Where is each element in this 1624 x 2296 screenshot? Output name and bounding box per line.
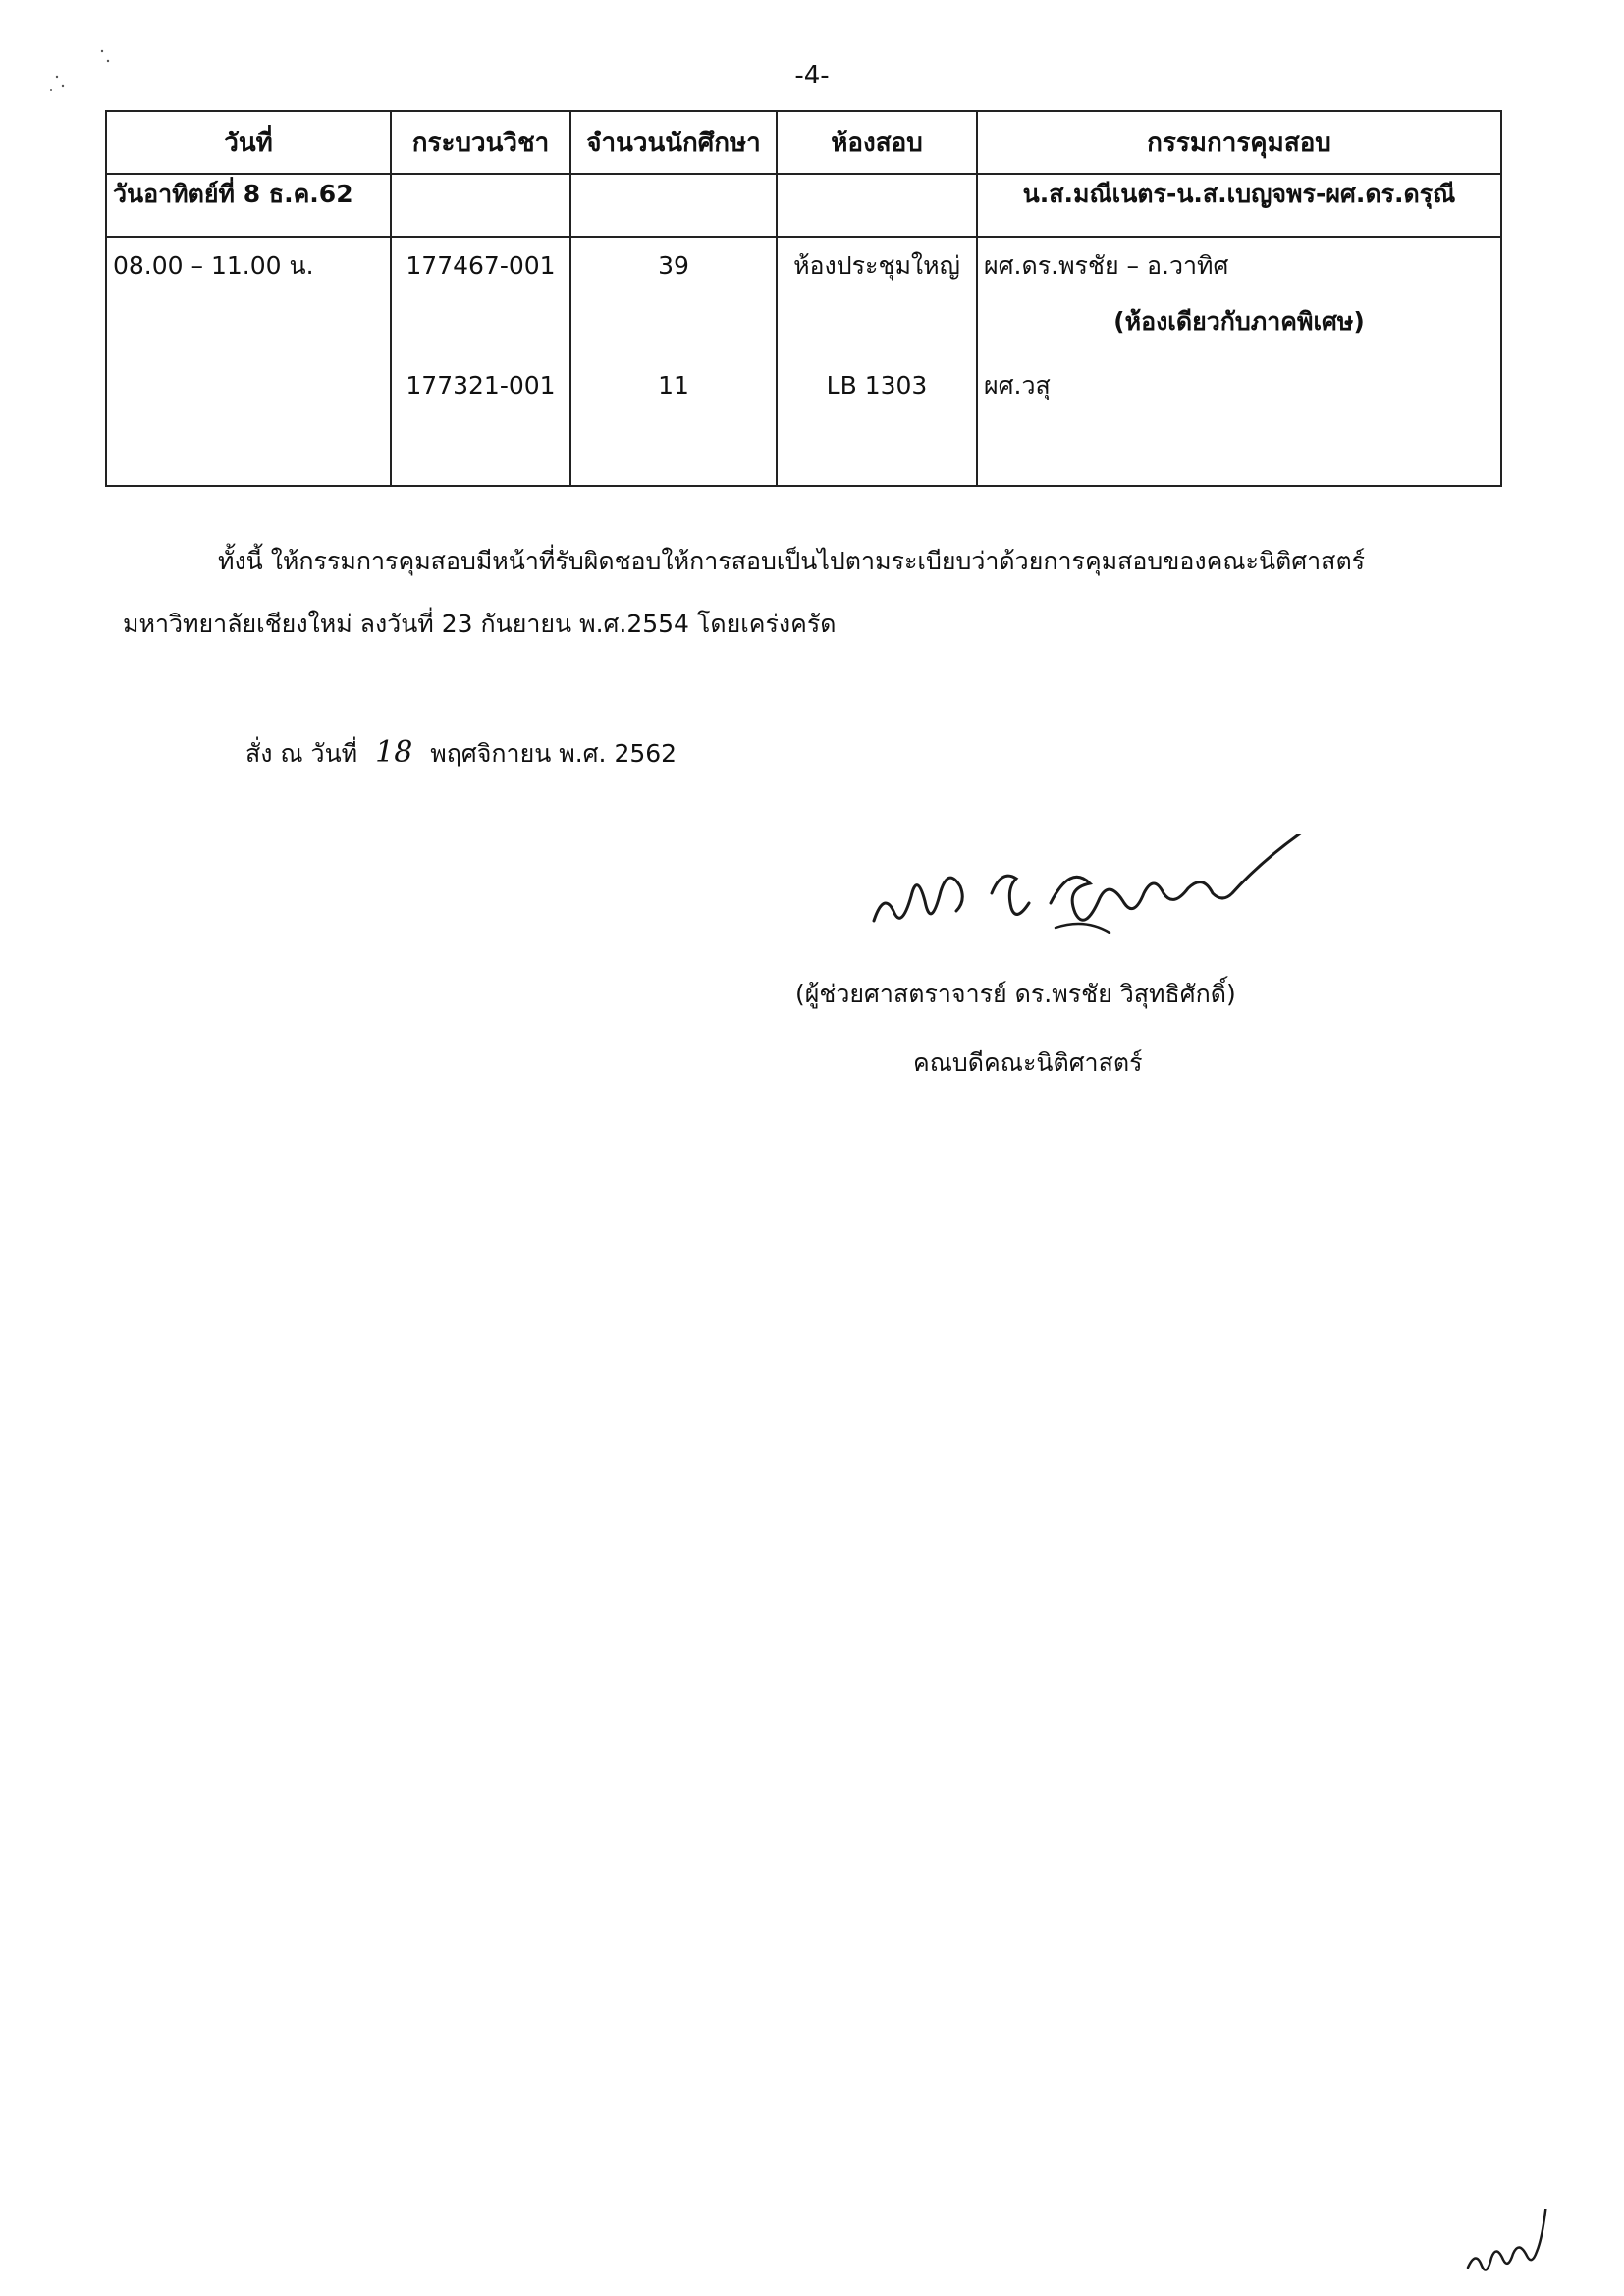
header-course: กระบวนวิชา bbox=[391, 111, 570, 174]
exam-schedule-table bbox=[105, 110, 1502, 487]
day-committee: น.ส.มณีเนตร-น.ส.เบญจพร-ผศ.ดร.ดรุณี bbox=[977, 174, 1501, 237]
table-header-row bbox=[106, 111, 1501, 174]
body-line-2: มหาวิทยาลัยเชียงใหม่ ลงวันที่ 23 กันยายน พ.ศ.2554 โดยเคร่งครัด bbox=[123, 610, 837, 638]
body-paragraph-cont bbox=[123, 593, 1517, 656]
order-prefix: สั่ง ณ วันที่ bbox=[245, 739, 358, 768]
proctor: ผศ.วสุ bbox=[984, 371, 1051, 400]
order-day: 18 bbox=[375, 735, 413, 770]
header-students: จำนวนนักศึกษา bbox=[570, 111, 777, 174]
body-paragraph bbox=[123, 530, 1517, 593]
page-number: -4- bbox=[794, 61, 830, 90]
signatory-title: คณบดีคณะนิติศาสตร์ bbox=[913, 1048, 1143, 1077]
header-date: วันที่ bbox=[106, 111, 391, 174]
handwritten-initials bbox=[1463, 2209, 1551, 2282]
session-time: 08.00 – 11.00 น. bbox=[113, 251, 314, 280]
table-row bbox=[106, 237, 1501, 486]
order-date bbox=[245, 721, 1624, 785]
exam-room: ห้องประชุมใหญ่ bbox=[793, 251, 960, 280]
order-suffix: พฤศจิกายน พ.ศ. 2562 bbox=[430, 739, 677, 768]
day-cell: วันอาทิตย์ที่ 8 ธ.ค.62 bbox=[106, 174, 391, 237]
course-code: 177467-001 bbox=[406, 251, 556, 280]
student-count: 11 bbox=[658, 371, 689, 400]
header-committee: กรรมการคุมสอบ bbox=[977, 111, 1501, 174]
body-line-1: ทั้งนี้ ให้กรรมการคุมสอบมีหน้าที่รับผิดชอบให้การสอบเป็นไปตามระเบียบว่าด้วยการคุมสอบของคณะนิติศาสตร์ bbox=[218, 547, 1366, 575]
student-count: 39 bbox=[658, 251, 689, 280]
exam-room: LB 1303 bbox=[826, 371, 928, 400]
header-room: ห้องสอบ bbox=[777, 111, 977, 174]
signatory-name: (ผู้ช่วยศาสตราจารย์ ดร.พรชัย วิสุทธิศักดิ์) bbox=[795, 980, 1236, 1008]
course-code: 177321-001 bbox=[406, 371, 556, 400]
handwritten-signature bbox=[844, 834, 1355, 962]
proctor-note: (ห้องเดียวกับภาคพิเศษ) bbox=[1113, 307, 1365, 336]
proctor: ผศ.ดร.พรชัย – อ.วาทิศ bbox=[984, 251, 1229, 280]
table-row bbox=[106, 174, 1501, 237]
